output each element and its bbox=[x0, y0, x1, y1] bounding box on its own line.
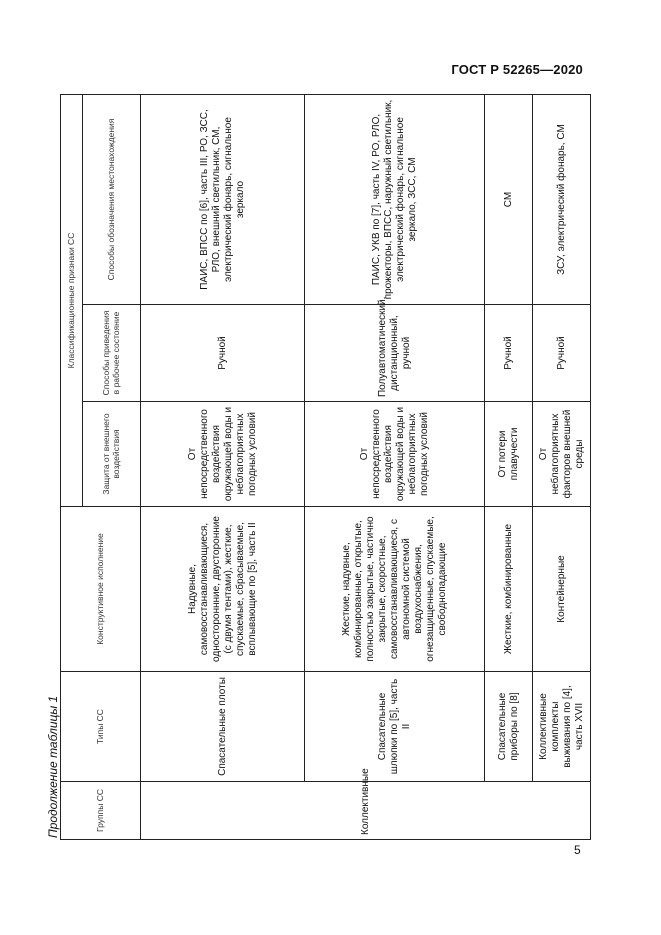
protection-cell: От неблагоприятных факторов внешней среды bbox=[533, 402, 591, 507]
header-design: Конструктивное исполнение bbox=[61, 507, 141, 672]
protection-cell: От потери плавучести bbox=[485, 402, 533, 507]
design-cell: Жесткие, надувные, комбинированные, открытые, полностью закрытые, частично закрытые, скоростные, самовосстанавливающиеся, с автономной системой воздухоснабжения, огнезащищенные, спускаемые, свободнопадающие bbox=[305, 507, 485, 672]
header-group: Группы СС bbox=[61, 782, 141, 840]
location-cell: ПАИС, УКВ по [7], часть IV, РО, РЛО, прожекторы, ВПСС, наружный светильник, электрический фонарь, сигнальное зеркало, ЗСС, СМ bbox=[305, 95, 485, 305]
document-code: ГОСТ Р 52265—2020 bbox=[451, 62, 583, 77]
design-cell: Жесткие, комбинированные bbox=[485, 507, 533, 672]
type-cell: Спасательные плоты bbox=[141, 672, 305, 782]
activation-cell: Ручной bbox=[533, 305, 591, 402]
activation-cell: Полуавтоматический, дистанционный, ручной bbox=[305, 305, 485, 402]
header-protection: Защита от внешнего воздействия bbox=[83, 402, 141, 507]
table-row bbox=[533, 95, 591, 840]
design-cell: Надувные, самовосстанавливающиеся, одностороннние, двусторонние (с двумя тентами), жесткие, спускаемые, сбрасываемые, всплывающие по [5], часть II bbox=[141, 507, 305, 672]
table-row bbox=[485, 95, 533, 840]
type-cell: Коллективные комплекты выживания по [4], часть XVII bbox=[533, 672, 591, 782]
header-classification: Классификационные признаки СС bbox=[61, 95, 83, 507]
header-type: Типы СС bbox=[61, 672, 141, 782]
type-cell: Спасательные шлюпки по [5], часть II bbox=[305, 672, 485, 782]
design-cell: Контейнерные bbox=[533, 507, 591, 672]
header-activation: Способы приведения в рабочее состояние bbox=[83, 305, 141, 402]
protection-cell: От непосредственного воздействия окружающей воды и неблагоприятных погодных условий bbox=[141, 402, 305, 507]
protection-cell: От непосредственного воздействия окружающей воды и неблагоприятных погодных условий bbox=[305, 402, 485, 507]
table-row bbox=[141, 95, 305, 840]
activation-cell: Ручной bbox=[141, 305, 305, 402]
classification-table bbox=[60, 95, 590, 840]
location-cell: СМ bbox=[485, 95, 533, 305]
group-cell: Коллективные bbox=[141, 782, 591, 840]
table-row bbox=[305, 95, 485, 840]
type-cell: Спасательные приборы по [8] bbox=[485, 672, 533, 782]
activation-cell: Ручной bbox=[485, 305, 533, 402]
location-cell: ЗСУ, электрический фонарь, СМ bbox=[533, 95, 591, 305]
table-caption: Продолжение таблицы 1 bbox=[46, 695, 60, 838]
header-location: Способы обозначения местонахождения bbox=[83, 95, 141, 305]
location-cell: ПАИС, ВПСС по [6], часть III, РО, ЗСС, РЛО, внешний светильник, СМ, электрический фонарь, сигнальное зеркало bbox=[141, 95, 305, 305]
page-number: 5 bbox=[574, 843, 581, 857]
